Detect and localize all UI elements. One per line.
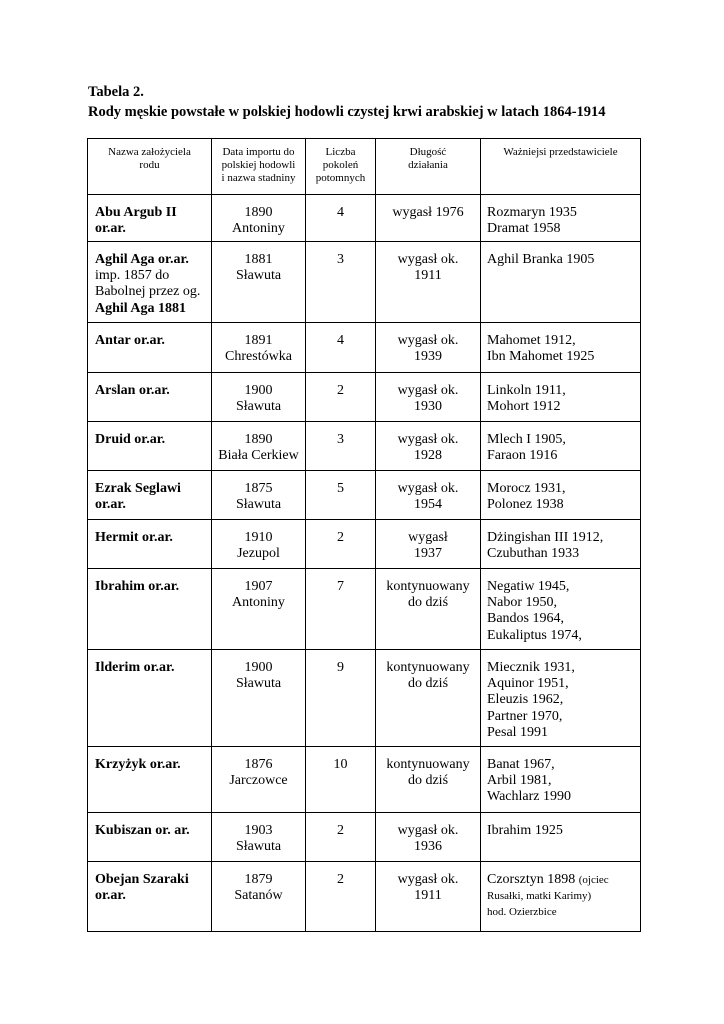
import-text: 1907 — [244, 579, 273, 594]
duration-text: 1930 — [414, 399, 442, 415]
generations-cell — [306, 242, 376, 323]
duration-cell — [376, 520, 481, 569]
import-text: Satanów — [234, 888, 283, 904]
representatives-cell — [481, 242, 641, 323]
generations-value: 2 — [337, 823, 344, 838]
import-cell — [212, 422, 306, 471]
representatives-cell — [481, 422, 641, 471]
founder-cell — [88, 242, 212, 323]
representative: Dżingishan III 1912, — [487, 530, 604, 545]
duration-text: wygasł ok. — [397, 252, 459, 267]
import-cell — [212, 862, 306, 932]
representative: Nabor 1950, — [487, 595, 557, 611]
import-cell — [212, 747, 306, 813]
duration-cell — [376, 323, 481, 373]
import-text: Sławuta — [235, 268, 282, 284]
header-representatives: Ważniejsi przedstawiciele — [481, 139, 641, 195]
generations-cell — [306, 862, 376, 932]
representative: Eukaliptus 1974, — [487, 627, 582, 643]
representative: Faraon 1916 — [487, 448, 558, 464]
duration-text: 1937 — [414, 546, 442, 562]
representative: Partner 1970, — [487, 708, 563, 724]
representative-note: hod. Ozierzbice — [487, 906, 557, 919]
representatives-cell — [481, 747, 641, 813]
duration-text: 1928 — [414, 448, 442, 464]
import-text: Biała Cerkiew — [218, 448, 299, 464]
representatives-cell — [481, 323, 641, 373]
import-text: 1879 — [244, 872, 273, 887]
representative-note: Rusałki, matki Karimy) — [487, 890, 592, 903]
import-text: 1890 — [244, 432, 273, 447]
import-text: 1891 — [244, 333, 273, 348]
duration-text: wygasł ok. — [397, 481, 459, 496]
founder-name: Aghil Aga or.ar. — [95, 252, 189, 267]
generations-cell — [306, 650, 376, 747]
duration-text: 1936 — [414, 839, 442, 855]
import-text: Antoniny — [232, 595, 285, 611]
generations-value: 7 — [337, 579, 344, 594]
representatives-cell — [481, 813, 641, 862]
representative: Pesal 1991 — [487, 724, 549, 740]
table-row — [88, 323, 641, 373]
import-cell — [212, 323, 306, 373]
representative: Ibrahim 1925 — [487, 823, 563, 838]
horse-lines-table — [87, 138, 641, 932]
duration-text: kontynuowany — [386, 660, 470, 675]
import-cell — [212, 195, 306, 242]
import-text: Sławuta — [235, 497, 282, 513]
generations-cell — [306, 323, 376, 373]
representatives-cell — [481, 650, 641, 747]
duration-text: 1911 — [414, 268, 442, 284]
founder-name: Druid or.ar. — [95, 432, 166, 447]
founder-name: Hermit or.ar. — [95, 530, 173, 545]
import-text: 1876 — [244, 757, 273, 772]
import-cell — [212, 242, 306, 323]
table-row — [88, 813, 641, 862]
founder-cell — [88, 471, 212, 520]
duration-cell — [376, 471, 481, 520]
founder-cell — [88, 323, 212, 373]
founder-note: imp. 1857 do — [95, 268, 170, 284]
generations-cell — [306, 520, 376, 569]
duration-text: kontynuowany — [386, 757, 470, 772]
import-text: Sławuta — [235, 839, 282, 855]
representative: Aquinor 1951, — [487, 676, 569, 692]
table-header-row — [88, 139, 641, 195]
founder-cell — [88, 373, 212, 422]
generations-cell — [306, 373, 376, 422]
import-text: 1900 — [244, 383, 273, 398]
import-text: Chrestówka — [225, 349, 292, 365]
representative-name: Czorsztyn 1898 — [487, 872, 576, 887]
generations-value: 3 — [337, 252, 344, 267]
duration-text: 1911 — [414, 888, 442, 904]
duration-text: wygasł ok. — [397, 823, 459, 838]
import-cell — [212, 520, 306, 569]
founder-cell — [88, 520, 212, 569]
import-cell — [212, 813, 306, 862]
duration-cell — [376, 650, 481, 747]
import-text: Antoniny — [232, 221, 285, 237]
representative: Wachlarz 1990 — [487, 789, 571, 805]
representatives-cell — [481, 520, 641, 569]
representative: Polonez 1938 — [487, 497, 564, 513]
founder-name: or.ar. — [95, 497, 126, 513]
import-text: 1875 — [244, 481, 273, 496]
founder-name: Arslan or.ar. — [95, 383, 170, 398]
duration-text: 1939 — [414, 349, 442, 365]
founder-name: Ezrak Seglawi — [95, 481, 181, 496]
representative: Bandos 1964, — [487, 611, 564, 627]
representative: Aghil Branka 1905 — [487, 252, 595, 267]
generations-value: 4 — [337, 205, 344, 220]
founder-name: or.ar. — [95, 888, 126, 904]
duration-text: do dziś — [407, 773, 449, 789]
generations-value: 2 — [337, 383, 344, 398]
import-text: 1900 — [244, 660, 273, 675]
founder-name: Abu Argub II — [95, 205, 177, 220]
table-row — [88, 242, 641, 323]
generations-cell — [306, 471, 376, 520]
import-text: Jarczowce — [229, 773, 288, 789]
duration-cell — [376, 747, 481, 813]
representative — [487, 872, 638, 888]
duration-text: wygasł ok. — [397, 333, 459, 348]
table-caption — [88, 82, 606, 122]
founder-note: Babolnej przez og. — [95, 284, 201, 300]
generations-cell — [306, 569, 376, 650]
duration-cell — [376, 242, 481, 323]
import-text: Sławuta — [235, 676, 282, 692]
representative: Eleuzis 1962, — [487, 692, 564, 708]
representatives-cell — [481, 373, 641, 422]
duration-cell — [376, 422, 481, 471]
generations-value: 5 — [337, 481, 344, 496]
import-cell — [212, 569, 306, 650]
founder-cell — [88, 569, 212, 650]
import-text: Jezupol — [237, 546, 280, 562]
representatives-cell — [481, 195, 641, 242]
generations-cell — [306, 195, 376, 242]
founder-name: Krzyżyk or.ar. — [95, 757, 181, 772]
representative: Negatiw 1945, — [487, 579, 570, 594]
import-text: 1903 — [244, 823, 273, 838]
founder-cell — [88, 747, 212, 813]
table-row — [88, 373, 641, 422]
duration-cell — [376, 813, 481, 862]
founder-cell — [88, 813, 212, 862]
representatives-cell — [481, 569, 641, 650]
import-text: 1890 — [244, 205, 273, 220]
founder-name: Obejan Szaraki — [95, 872, 189, 887]
import-cell — [212, 373, 306, 422]
founder-name: Ilderim or.ar. — [95, 660, 175, 675]
representative: Banat 1967, — [487, 757, 555, 772]
generations-value: 2 — [337, 872, 344, 887]
duration-text: wygasł 1976 — [392, 205, 464, 220]
representatives-cell — [481, 862, 641, 932]
duration-text: wygasł ok. — [397, 872, 459, 887]
table-row — [88, 520, 641, 569]
header-founder: Nazwa założyciela rodu — [88, 139, 212, 195]
header-import: Data importu do polskiej hodowli i nazwa stadniny — [212, 139, 306, 195]
representative: Rozmaryn 1935 — [487, 205, 577, 220]
founder-cell — [88, 195, 212, 242]
import-cell — [212, 471, 306, 520]
generations-value: 3 — [337, 432, 344, 447]
founder-name: Ibrahim or.ar. — [95, 579, 180, 594]
representative: Ibn Mahomet 1925 — [487, 349, 595, 365]
table-row — [88, 422, 641, 471]
founder-name: Antar or.ar. — [95, 333, 165, 348]
import-text: Sławuta — [235, 399, 282, 415]
generations-value: 9 — [337, 660, 344, 675]
founder-cell — [88, 422, 212, 471]
representative: Mahomet 1912, — [487, 333, 576, 348]
generations-cell — [306, 747, 376, 813]
representative: Czubuthan 1933 — [487, 546, 580, 562]
duration-cell — [376, 569, 481, 650]
founder-name: Kubiszan or. ar. — [95, 823, 190, 838]
representatives-cell — [481, 471, 641, 520]
representative: Arbil 1981, — [487, 773, 552, 789]
generations-cell — [306, 813, 376, 862]
import-text: 1910 — [244, 530, 273, 545]
duration-text: wygasł ok. — [397, 383, 459, 398]
table-row — [88, 195, 641, 242]
generations-value: 4 — [337, 333, 344, 348]
representative: Dramat 1958 — [487, 221, 561, 237]
header-duration: Długość działania — [376, 139, 481, 195]
founder-name: or.ar. — [95, 221, 126, 237]
duration-cell — [376, 195, 481, 242]
duration-text: 1954 — [414, 497, 442, 513]
generations-value: 2 — [337, 530, 344, 545]
generations-cell — [306, 422, 376, 471]
representative: Miecznik 1931, — [487, 660, 575, 675]
table-row — [88, 650, 641, 747]
representative: Linkoln 1911, — [487, 383, 566, 398]
representative: Mohort 1912 — [487, 399, 561, 415]
table-row — [88, 747, 641, 813]
table-row — [88, 471, 641, 520]
representative: Morocz 1931, — [487, 481, 566, 496]
founder-cell — [88, 650, 212, 747]
duration-text: do dziś — [407, 676, 449, 692]
generations-value: 10 — [333, 757, 348, 772]
table-row — [88, 569, 641, 650]
import-text: 1881 — [244, 252, 273, 267]
duration-text: do dziś — [407, 595, 449, 611]
duration-text: kontynuowany — [386, 579, 470, 594]
import-cell — [212, 650, 306, 747]
founder-name: Aghil Aga 1881 — [95, 300, 187, 316]
table-label: Tabela 2. — [88, 84, 144, 100]
duration-text: wygasł ok. — [397, 432, 459, 447]
representative-note: (ojciec — [578, 874, 609, 886]
representative: Mlech I 1905, — [487, 432, 566, 447]
duration-text: wygasł — [408, 530, 448, 545]
founder-cell — [88, 862, 212, 932]
header-generations: Liczba pokoleń potomnych — [306, 139, 376, 195]
table-title: Rody męskie powstałe w polskiej hodowli czystej krwi arabskiej w latach 1864-1914 — [88, 104, 606, 120]
duration-cell — [376, 862, 481, 932]
duration-cell — [376, 373, 481, 422]
table-row — [88, 862, 641, 932]
